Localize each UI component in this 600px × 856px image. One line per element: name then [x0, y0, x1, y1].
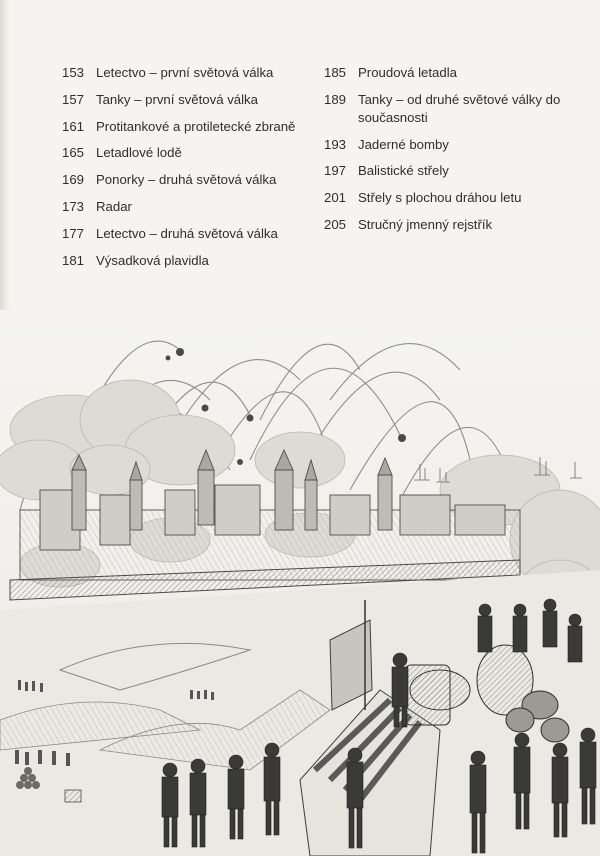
siege-engraving — [0, 310, 600, 856]
toc-chapter-title: Letectvo – druhá světová válka — [96, 225, 278, 241]
soldier-figure — [478, 604, 492, 652]
bomb-shell — [398, 434, 406, 442]
toc-chapter-title: Tanky – od druhé světové války do současnosti — [358, 91, 561, 125]
toc-entry[interactable] — [62, 171, 312, 189]
toc-chapter-title: Stručný jmenný rejstřík — [358, 216, 493, 232]
bomb-shell — [202, 405, 209, 412]
toc-entry[interactable] — [324, 64, 594, 82]
toc-page-number: 169 — [62, 172, 85, 188]
bomb-shell — [176, 348, 184, 356]
toc-chapter-title: Letadlové lodě — [96, 145, 182, 161]
toc-entry[interactable] — [62, 118, 312, 136]
toc-page-number: 157 — [62, 91, 85, 107]
toc-entry[interactable] — [324, 216, 594, 234]
toc-page-number: 193 — [324, 136, 347, 152]
toc-chapter-title: Střely s plochou dráhou letu — [358, 190, 522, 206]
toc-entry[interactable] — [62, 144, 312, 162]
toc-entry[interactable] — [324, 136, 594, 154]
toc-chapter-title: Proudová letadla — [358, 65, 457, 80]
toc-entry[interactable] — [62, 198, 312, 216]
toc-page-number: 153 — [62, 65, 85, 80]
toc-page-number: 177 — [62, 225, 85, 241]
toc-entry[interactable] — [62, 64, 312, 82]
toc-page-number: 205 — [324, 216, 347, 232]
toc-column-left — [62, 64, 312, 278]
toc-chapter-title: Výsadková plavidla — [96, 252, 209, 268]
toc-entry[interactable] — [62, 252, 312, 270]
toc-entry[interactable] — [62, 91, 312, 109]
toc-entry[interactable] — [324, 189, 594, 207]
toc-page-number: 165 — [62, 145, 85, 161]
soldier-figure — [513, 604, 527, 652]
toc-page-number: 185 — [324, 65, 347, 80]
toc-page-number: 173 — [62, 198, 85, 214]
toc-page-number: 189 — [324, 91, 347, 107]
toc-page-number: 161 — [62, 118, 85, 134]
toc-chapter-title: Balistické střely — [358, 163, 449, 179]
toc-chapter-title: Ponorky – druhá světová válka — [96, 172, 277, 188]
soldier-figure — [568, 614, 582, 662]
toc-entry[interactable] — [324, 91, 594, 127]
toc-chapter-title: Tanky – první světová válka — [96, 91, 258, 107]
bomb-shell — [237, 459, 243, 465]
toc-column-right — [324, 64, 594, 243]
supply-crate — [65, 790, 81, 802]
toc-chapter-title: Radar — [96, 198, 132, 214]
toc-page-number: 181 — [62, 252, 85, 268]
toc-page-number: 197 — [324, 163, 347, 179]
toc-chapter-title: Protitankové a protiletecké zbraně — [96, 118, 296, 134]
bomb-shell — [247, 415, 254, 422]
bomb-shell — [166, 356, 171, 361]
soldier-figure — [543, 599, 557, 647]
toc-entry[interactable] — [324, 162, 594, 180]
toc-chapter-title: Jaderné bomby — [358, 136, 449, 152]
siege-engraving-svg — [0, 310, 600, 856]
toc-chapter-title: Letectvo – první světová válka — [96, 65, 274, 80]
toc-page-number: 201 — [324, 190, 347, 206]
toc-entry[interactable] — [62, 225, 312, 243]
